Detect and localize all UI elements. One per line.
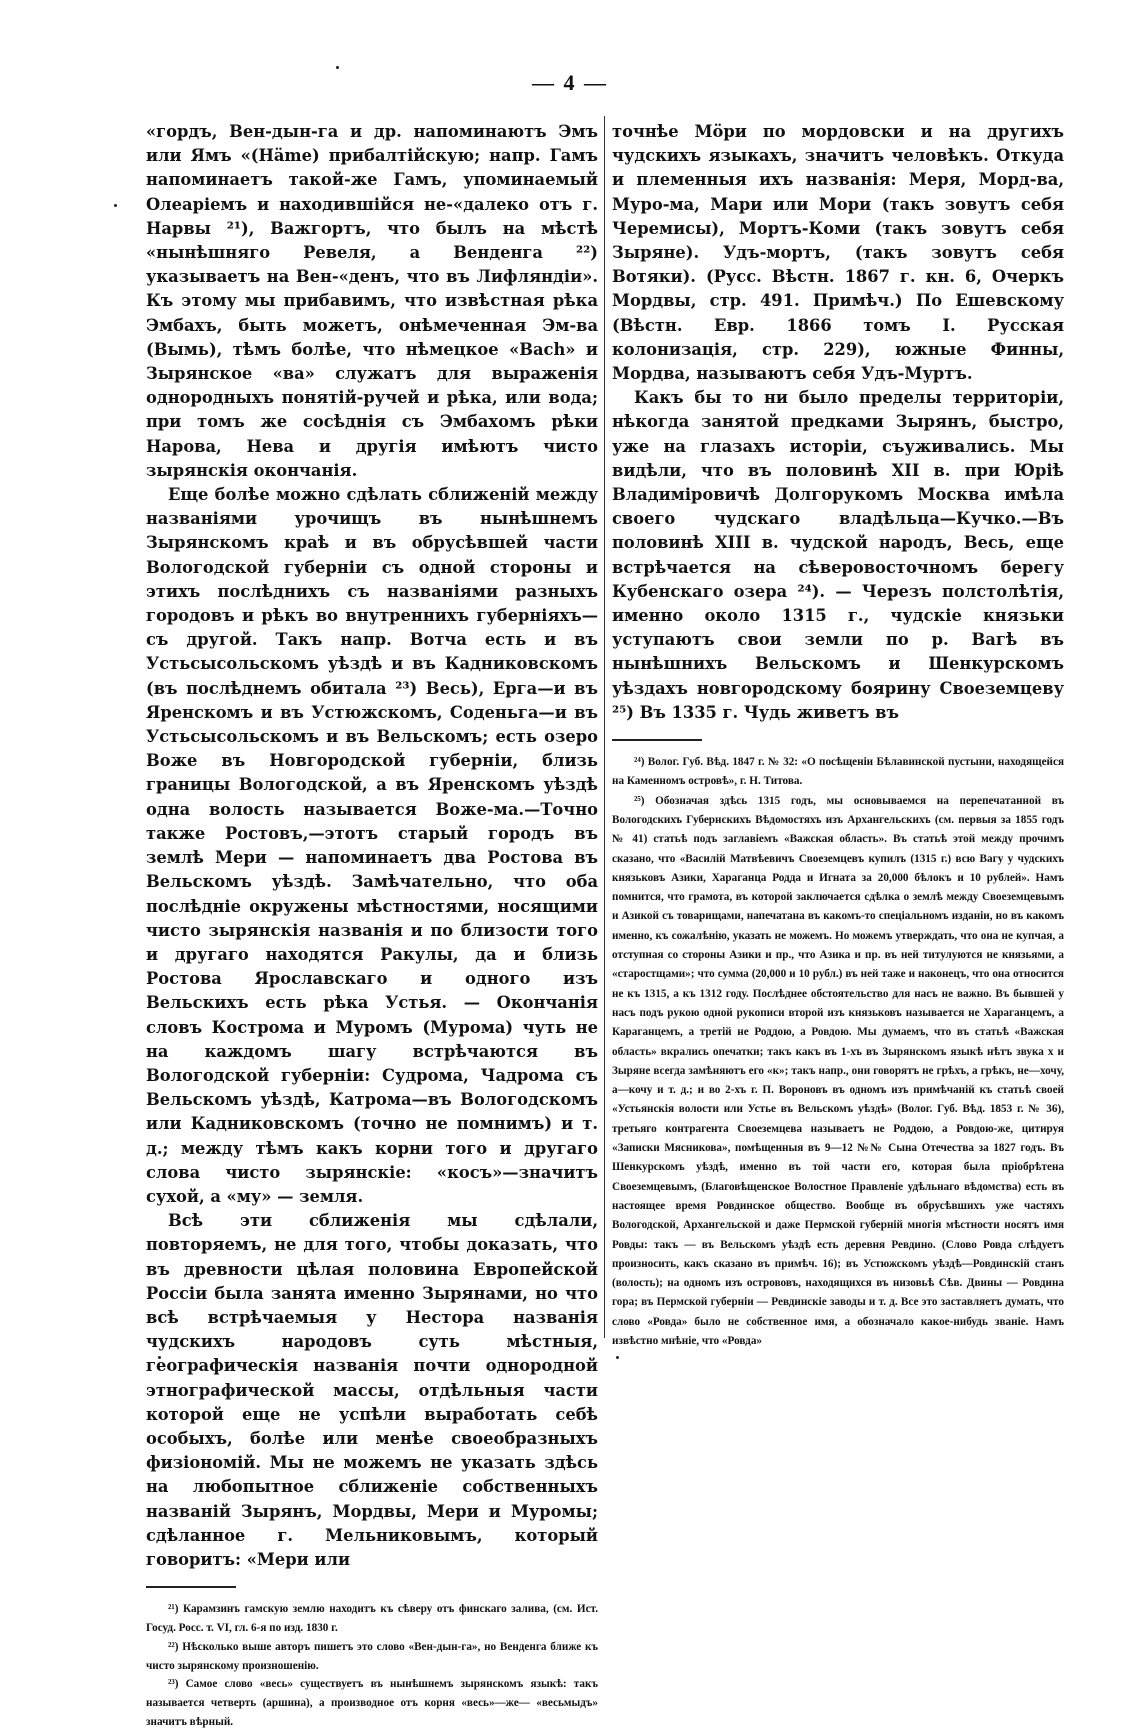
print-speck	[616, 1356, 619, 1359]
footnote: ²³) Самое слово «весь» существуетъ въ нынѣшнемъ зырянскомъ языкѣ: такъ называется четверть (аршина), а производное отъ корня «весь»—же— «весьмыдъ» значитъ вѣрный.	[146, 1678, 598, 1728]
footnote: ²²) Нѣсколько выше авторъ пишетъ это слово «Вен-дын-га», но Венденга ближе къ чисто зырянскому произношенію.	[146, 1640, 598, 1672]
footnotes	[612, 753, 1064, 1351]
footnote: ²⁴) Волог. Губ. Вѣд. 1847 г. № 32: «О посѣщеніи Бѣлавинской пустыни, находящейся на Каменномъ островѣ», г. Н. Титова.	[612, 756, 1064, 788]
body-paragraph: Какъ бы то ни было пределы территоріи, нѣкогда занятой предками Зырянъ, быстро, уже на глазахъ исторіи, съуживались. Мы видѣли, что въ половинѣ XII в. при Юріѣ Владиміровичѣ Долгорукомъ Москва имѣла своего чудскаго владѣльца—Кучко.—Въ половинѣ XIII в. чудской народъ, Весь, еще встрѣчается на сѣверовосточномъ берегу Кубенскаго озера ²⁴). — Черезъ полстолѣтія, именно около 1315 г., чудскіе князьки уступаютъ свои земли по р. Вагѣ въ нынѣшнихъ Вельскомъ и Шенкурскомъ уѣздахъ новгородскому боярину Своеземцеву ²⁵) Въ 1335 г. Чудь живетъ въ	[612, 388, 1064, 722]
column-divider	[604, 116, 605, 1338]
left-column	[146, 120, 598, 1732]
footnote-rule	[146, 1586, 236, 1588]
body-paragraph: Еще болѣе можно сдѣлать сближеній между названіями урочищъ въ нынѣшнемъ Зырянскомъ краѣ и въ обрусѣвшей части Вологодской губерніи съ одной стороны и этихъ послѣднихъ съ названіями разныхъ городовъ и рѣкъ во внутреннихъ губерніяхъ—съ другой. Такъ напр. Вотча есть и въ Устьсысольскомъ уѣздѣ и въ Кадниковскомъ (въ послѣднемъ обитала ²³) Весь), Ерга—и въ Яренскомъ и въ Устюжскомъ, Соденьга—и въ Устьсысольскомъ и въ Вельскомъ; есть озеро Воже въ Новгородской губерніи, близь границы Вологодской, а въ Яренскомъ уѣздѣ одна волость называется Воже-ма.—Точно также Ростовъ,—этотъ старый городъ въ землѣ Мери — напоминаетъ два Ростова въ Вельскомъ уѣздѣ. Замѣчательно, что оба послѣдніе окружены мѣстностями, носящими чисто зырянскія названія и по близости того и другаго находятся Ракулы, да и близь Ростова Ярославскаго и одного изъ Вельскихъ есть рѣка Устья. — Окончанія словъ Кострома и Муромъ (Мурома) чуть не на каждомъ шагу встрѣчаются въ Вологодской губерніи: Судрома, Чадрома съ Вельскомъ уѣздѣ, Катрома—въ Вологодскомъ или Кадниковскомъ (точно не помнимъ) и т. д.; между тѣмъ какъ корни того и другаго слова чисто зырянскіе: «косъ»—значитъ сухой, а «му» — земля.	[146, 485, 598, 1206]
page-number: — 4 —	[532, 70, 608, 95]
right-column	[612, 120, 1064, 1351]
footnote: ²¹) Карамзинъ гамскую землю находитъ къ сѣверу отъ финскаго залива, (см. Ист. Госуд. Росс. т. VI, гл. 6-я по изд. 1830 г.	[146, 1603, 598, 1634]
footnote-rule	[612, 739, 702, 741]
body-paragraph: точнѣе Мöри по мордовски и на другихъ чудскихъ языкахъ, значитъ человѣкъ. Откуда и племенныя ихъ названія: Меря, Морд-ва, Муро-ма, Мари или Мори (такъ зовутъ себя Черемисы), Мортъ-Коми (такъ зовутъ себя Зыряне). Удъ-мортъ, (такъ зовутъ себя Вотяки). (Русс. Вѣстн. 1867 г. кн. 6, Очеркъ Мордвы, стр. 491. Примѣч.) По Ешевскому (Вѣстн. Евр. 1866 томъ I. Русская колонизація, стр. 229), южные Финны, Мордва, называютъ себя Удъ-Муртъ.	[612, 122, 1064, 384]
body-paragraph: Всѣ эти сближенія мы сдѣлали, повторяемъ, не для того, чтобы доказать, что въ древности цѣлая половина Европейской Россіи была занята именно Зырянами, но что всѣ встрѣчаемыя у Нестора названія чудскихъ народовъ суть мѣстныя, географическія названія почти однородной этнографической массы, отдѣльныя части которой еще не успѣли выработать себѣ особыхъ, болѣе или менѣе своеобразныхъ физіономій. Мы не можемъ не указать здѣсь на любопытное сближеніе собственныхъ названій Зырянъ, Мордвы, Мери и Муромы; сдѣланное г. Мельниковымъ, который говоритъ: «Мери или	[146, 1211, 598, 1569]
print-speck	[114, 204, 117, 207]
print-speck	[336, 66, 339, 69]
footnotes	[146, 1600, 598, 1732]
footnote: ²⁵) Обозначая здѣсь 1315 годъ, мы основываемся на перепечатанной въ Вологодскихъ Губернскихъ Вѣдомостяхъ изъ Архангельскихъ (см. первыя за 1855 годъ № 41) статьѣ подъ заглавіемъ «Важская область». Въ статьѣ этой между прочимъ сказано, что «Василій Матвѣевичъ Своеземцевъ купилъ (1315 г.) всю Вагу у чудскихъ князьковъ Азики, Хараганца Родда и Игната за 20,000 бѣлокъ и 10 рублей». Намъ помнится, что грамота, въ которой заключается сдѣлка о землѣ между Своеземцевымъ и Азикой съ товарищами, напечатана въ какомъ-то спеціальномъ изданіи, но въ какомъ именно, къ сожалѣнію, указать не можемъ. Но можемъ утверждать, что она не купчая, а отступная со стороны Азики и пр., что Азика и пр. въ ней титулуются не князьями, а «старостщами»; что сумма (20,000 и 10 рубл.) въ ней таже и наконецъ, что она относится не къ 1315, а къ 1312 году. Послѣднее обстоятельство для насъ не важно. Въ бывшей у насъ подъ рукою одной рукописи второй изъ князьковъ называется не Хараганцемъ, а Караганцемъ, а третій не Роддою, а Ровдою. Мы думаемъ, что въ статьѣ «Важская область» вкрались опечатки; такъ какъ въ 1-хъ въ Зырянскомъ языкѣ нѣтъ звука х и Зыряне всегда замѣняютъ его «к»; такъ напр., они говорятъ не грѣхъ, а грѣкъ, не—хочу, а—кочу и т. д.; и во 2-хъ г. П. Вороновъ въ одномъ изъ примѣчаній къ статьѣ своей «Устьянскія волости или Устье въ Вельскомъ уѣздѣ» (Волог. Губ. Вѣд. 1853 г. № 36), третьяго контрагента Своеземцева называетъ не Роддою, а Ровдою-же, цитируя «Записки Мясникова», помѣщенныя въ 9—12 №№ Сына Отечества за 1827 годъ. Въ Шенкурскомъ уѣздѣ, именно въ той части его, которая была пріобрѣтена Своеземцевымъ, (Благовѣщенское Волостное Правленіе удѣльнаго вѣдомства) есть въ настоящее время Ровдинское общество. Вообще въ обрусѣвшихъ уже частяхъ Вологодской, Архангельской и даже Пермской губерній многія мѣстности носятъ имя Ровды: такъ — въ Вельскомъ уѣздѣ есть деревня Ревдино. (Слово Ровда слѣдуетъ произносить, какъ сказано въ примѣч. 16); въ Устюжскомъ уѣздѣ—Ровдинскій станъ (волость); на одномъ изъ острововъ, находящихся въ низовьѣ Сѣв. Двины — Ровдина гора; въ Пермской губерніи — Ревдинскіе заводы и т. д. Все это заставляетъ думать, что слово «Ровда» было не собственное имя, а обозначало какое-нибудь званіе. Намъ извѣстно мнѣніе, что «Ровда»	[612, 794, 1064, 1347]
body-paragraph: «гордъ, Вен-дын-га и др. напоминаютъ Эмъ или Ямъ «(Häme) прибалтійскую; напр. Гамъ напоминаетъ такой-же Гамъ, упоминаемый Олеаріемъ и находившійся не-«далеко отъ г. Нарвы ²¹), Важгортъ, что былъ на мѣстѣ «нынѣшняго Ревеля, а Венденга ²²) указываетъ на Вен-«денъ, что въ Лифляндіи». Къ этому мы прибавимъ, что извѣстная рѣка Эмбахъ, быть можетъ, онѣмеченная Эм-ва (Вымь), тѣмъ болѣе, что нѣмецкое «Bach» и Зырянское «ва» служатъ для выраженія однородныхъ понятій-ручей и рѣка, или вода; при томъ же сосѣднія съ Эмбахомъ рѣки Нарова, Нева и другія имѣютъ чисто зырянскія окончанія.	[146, 122, 598, 480]
